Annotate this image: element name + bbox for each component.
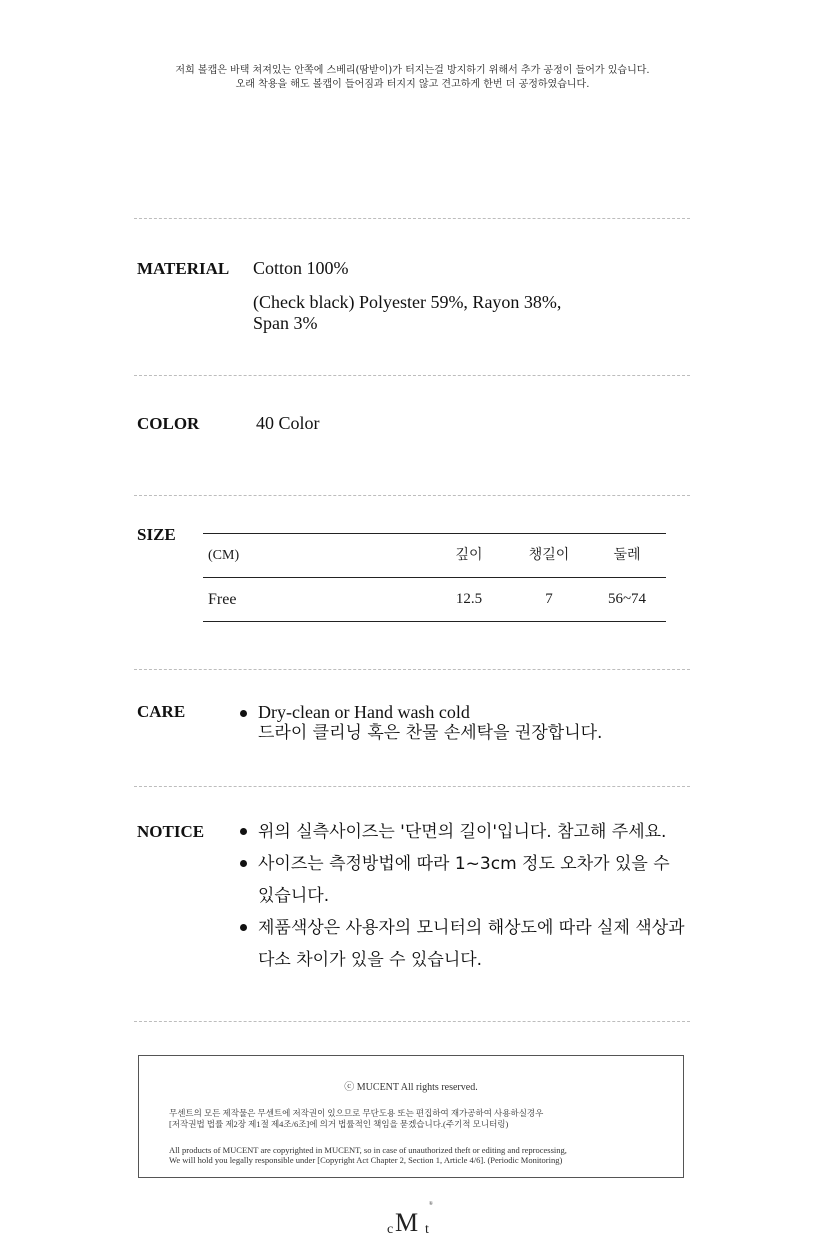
material-line-3: Span 3% [253,313,318,333]
section-divider [134,375,690,376]
bullet-icon [240,860,247,867]
intro-text [0,64,825,92]
section-divider [134,495,690,496]
list-item [240,880,685,912]
notice-item-2-cont: 있습니다. [258,886,330,906]
logo-letter-m: M [395,1208,419,1237]
size-cell-circumference: 56~74 [607,591,647,607]
copyright-english [169,1145,567,1165]
notice-list [240,816,685,976]
copyright-title: ⓒ MUCENT All rights reserved. [344,1082,478,1093]
size-cell-brim: 7 [545,591,553,607]
intro-line-2: 오래 착용을 해도 볼캡이 들어짐과 터지지 않고 견고하게 한번 더 공정하였습니다. [235,79,590,90]
bullet-icon [240,828,247,835]
logo-letter-t: t [425,1222,429,1237]
material-line-2: (Check black) Polyester 59%, Rayon 38%, [253,292,562,312]
notice-label: NOTICE [137,822,205,841]
size-header-depth: 깊이 [455,547,483,563]
bullet-icon [240,924,247,931]
color-value: 40 Color [256,413,320,433]
size-header-brim: 챙길이 [528,547,570,563]
list-item [240,816,685,848]
logo-letter-c: c [387,1222,394,1237]
intro-line-1: 저희 볼캡은 바택 쳐져있는 안쪽에 스베리(땀받이)가 터지는걸 방지하기 위해서 추가 공정이 들어가 있습니다. [175,65,650,76]
notice-item-3: 제품색상은 사용자의 모니터의 해상도에 따라 실제 색상과 [258,918,685,938]
copyright-korean [169,1108,543,1130]
mucent-logo [383,1197,443,1237]
list-item [240,848,685,880]
size-cell-size: Free [208,591,237,608]
section-divider [134,669,690,670]
size-label: SIZE [137,525,176,544]
size-table [203,533,666,622]
list-item [240,912,685,944]
color-label: COLOR [137,414,200,433]
size-table-header [203,533,666,578]
table-row [203,578,666,622]
care-line-ko: 드라이 클리닝 혹은 찬물 손세탁을 권장합니다. [258,723,603,743]
bullet-icon [240,710,247,717]
material-label: MATERIAL [137,259,230,278]
copyright-en-line-1: All products of MUCENT are copyrighted in MUCENT, so in case of unauthorized theft or editing and reprocessing, [169,1145,567,1155]
material-line-1: Cotton 100% [253,258,349,278]
care-line-en: Dry-clean or Hand wash cold [258,702,470,722]
section-divider [134,218,690,219]
copyright-ko-line-1: 무센트의 모든 제작물은 무센트에 저작권이 있으므로 무단도용 또는 편집하여 재가공하여 사용하실경우 [169,1108,544,1118]
size-header-circumference: 둘레 [613,547,641,563]
notice-item-2: 사이즈는 측정방법에 따라 1~3cm 정도 오차가 있을 수 [258,854,670,874]
section-divider [134,1021,690,1022]
list-item [240,944,685,976]
notice-item-1: 위의 실측사이즈는 '단면의 길이'입니다. 참고해 주세요. [258,822,667,842]
size-cell-depth: 12.5 [455,591,483,607]
list-item [240,702,602,744]
logo-registered-mark: ® [429,1202,433,1207]
care-list [240,702,602,744]
copyright-en-line-2: We will hold you legally responsible under [Copyright Act Chapter 2, Section 1, Article 4/6]. (Periodic Monitoring) [169,1155,563,1165]
care-label: CARE [137,702,186,721]
copyright-box [138,1055,684,1178]
notice-item-3-cont: 다소 차이가 있을 수 있습니다. [258,950,483,970]
size-header-unit: (CM) [208,548,240,563]
copyright-ko-line-2: [저작권법 법률 제2장 제1절 제4조/6조]에 의거 법률적인 책임을 묻겠습니다.(주기적 모니터링) [169,1119,509,1129]
section-divider [134,786,690,787]
